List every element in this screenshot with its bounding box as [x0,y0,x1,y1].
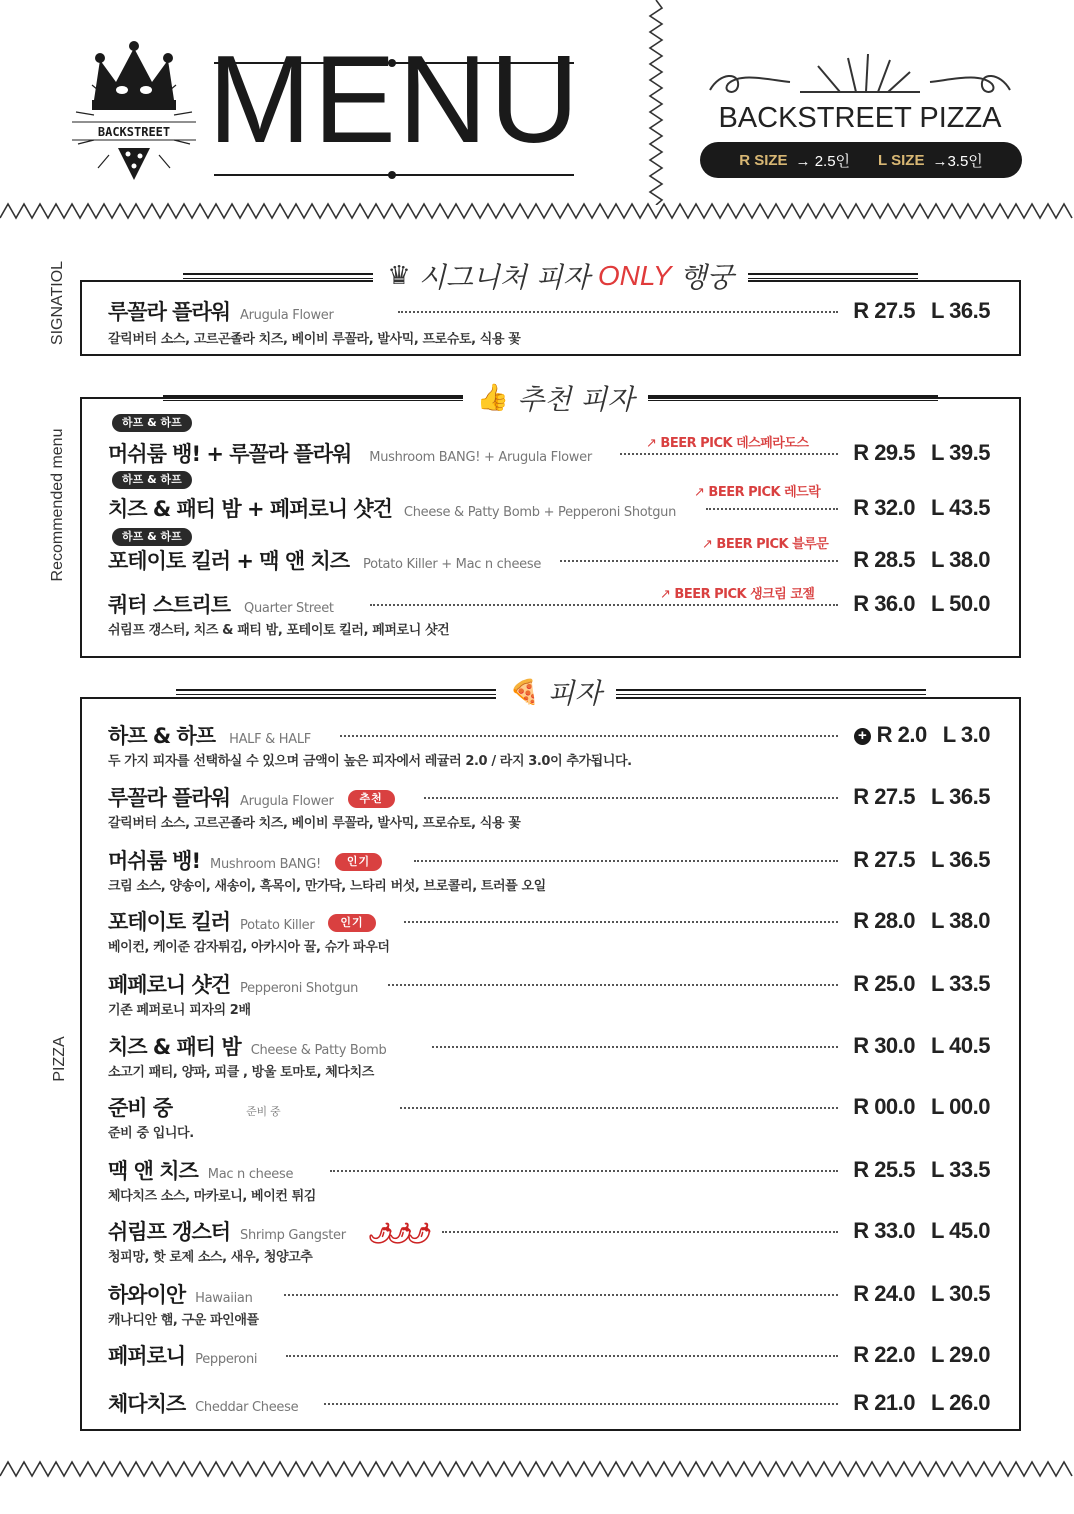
item-name: 쉬림프 갱스터 [108,1220,231,1244]
menu-item-pizza-12 [108,1388,1006,1418]
menu-item-pizza-3 [108,845,1006,894]
item-en: Arugula Flower [240,794,334,809]
recommended-heading-text: 추천 피자 [517,383,635,416]
brand-ornament [700,52,1020,102]
item-en: Hawaiian [195,1291,253,1306]
item-en: HALF & HALF [229,732,311,747]
signature-heading-tail: 행궁 [679,261,734,294]
item-name: 루꼴라 플라워 [108,786,231,810]
item-en: Potato Killer [240,918,315,933]
zigzag-divider-bottom [0,1458,1074,1480]
item-en: Cheddar Cheese [195,1400,299,1415]
beer-pick: ↗ BEER PICK 블루문 [702,537,829,552]
item-name: 치즈 & 패티 밤 + 페퍼로니 샷건 [108,497,392,521]
item-desc: 쉬림프 갱스터, 치즈 & 패티 밤, 포테이토 킬러, 페퍼로니 샷건 [108,623,450,638]
item-en: 준비 중 [246,1105,281,1118]
item-price: R 28.5 L 38.0 [853,547,990,572]
plus-icon: + [854,728,871,745]
menu-title: MENU [208,31,582,169]
menu-item-rec-1 [108,438,1006,468]
popular-badge: 인기 [335,853,382,871]
recommend-badge: 추천 [348,790,395,808]
popular-badge: 인기 [328,914,375,932]
item-name: 포테이토 킬러 + 맥 앤 치즈 [108,549,350,573]
pizza-slice-icon: 🍕 [509,678,540,706]
signature-heading-only: ONLY [597,260,672,291]
item-price: R 28.0 L 38.0 [853,908,990,933]
item-desc: 소고기 패티, 양파, 피클 , 방울 토마토, 체다치즈 [108,1065,374,1080]
beer-pick: ↗ BEER PICK 생크림 코젤 [660,587,815,602]
size-info-pill [700,142,1022,178]
signature-heading-text: 시그니처 피자 [418,261,590,294]
signature-side-label: SIGNATIOL [49,260,66,346]
item-en: Mac n cheese [207,1167,294,1182]
item-price: R 25.5 L 33.5 [853,1157,990,1182]
item-name: 머쉬룸 뱅! + 루꼴라 플라워 [108,442,352,466]
signature-heading [80,256,1021,296]
item-price: R 25.0 L 33.5 [853,971,990,996]
item-price: R 27.5 L 36.5 [853,847,990,872]
item-price: + R 2.0 L 3.0 [854,722,990,748]
logo-text: BACKSTREET [97,125,171,139]
title-dot-bottom [388,171,396,179]
beer-pick: ↗ BEER PICK 레드락 [694,485,821,500]
item-name: 체다치즈 [108,1392,186,1416]
item-desc: 캐나디안 햄, 구운 파인애플 [108,1313,259,1328]
item-en: Cheese & Patty Bomb [250,1043,387,1058]
item-en: Arugula Flower [240,308,334,323]
item-en: Pepperoni [195,1352,258,1367]
half-half-pill: 하프 & 하프 [112,528,192,546]
item-price: R 00.0 L 00.0 [853,1094,990,1119]
item-en: Mushroom BANG! + Arugula Flower [369,450,592,465]
item-desc: 크림 소스, 양송이, 새송이, 흑목이, 만가닥, 느타리 버섯, 브로콜리, 트러플 오일 [108,879,546,894]
item-name: 하프 & 하프 [108,724,216,748]
item-desc: 준비 중 입니다. [108,1126,194,1141]
item-name: 포테이토 킬러 [108,910,231,934]
item-en: Potato Killer + Mac n cheese [363,557,542,572]
item-name: 치즈 & 패티 밤 [108,1035,241,1059]
beer-arrow-icon: ↗ [702,537,713,552]
l-size-value: →3.5인 [932,152,983,170]
item-en: Quarter Street [244,601,334,616]
beer-pick: ↗ BEER PICK 데스페라도스 [646,436,809,451]
menu-item-pizza-4 [108,906,1006,955]
crown-icon: ♛ [387,261,411,291]
chili-pepper-icon: 🌶🌶🌶 [367,1221,426,1245]
beer-arrow-icon: ↗ [660,587,671,602]
menu-item-pizza-1 [108,720,1006,769]
r-size-value: → 2.5인 [795,152,851,170]
item-en: Shrimp Gangster [240,1228,346,1243]
item-price: R 32.0 L 43.5 [853,495,990,520]
recommended-heading [80,378,1021,418]
vertical-zigzag-divider [644,0,668,205]
item-desc: 체다치즈 소스, 마카로니, 베이컨 튀김 [108,1189,316,1204]
item-price: R 22.0 L 29.0 [853,1342,990,1367]
brand-name: BACKSTREET PIZZA [718,102,1002,134]
half-half-pill: 하프 & 하프 [112,471,192,489]
item-price: R 33.0 L 45.0 [853,1218,990,1243]
zigzag-divider-top [0,200,1074,222]
item-price: R 29.5 L 39.5 [853,440,990,465]
item-name: 맥 앤 치즈 [108,1159,198,1183]
item-price: R 21.0 L 26.0 [853,1390,990,1415]
menu-item-rec-2 [108,493,1006,523]
menu-item-pizza-5 [108,969,1006,1018]
item-price: R 27.5 L 36.5 [853,784,990,809]
item-en: Cheese & Patty Bomb + Pepperoni Shotgun [403,505,677,520]
l-size-label: L SIZE [878,151,925,169]
item-name: 페페로니 샷건 [108,973,231,997]
item-desc: 기존 페퍼로니 피자의 2배 [108,1003,251,1018]
menu-item-pizza-10 [108,1279,1006,1328]
pizza-heading [80,672,1021,712]
half-half-pill: 하프 & 하프 [112,414,192,432]
item-desc: 청피망, 핫 로제 소스, 새우, 청양고추 [108,1250,313,1265]
menu-item-pizza-7 [108,1092,1006,1141]
item-price: R 36.0 L 50.0 [853,591,990,616]
menu-item-rec-3 [108,545,1006,575]
menu-item-pizza-9 [108,1216,1006,1265]
menu-item-pizza-8 [108,1155,1006,1204]
r-size-label: R SIZE [739,151,788,169]
item-name: 준비 중 [108,1096,173,1120]
item-desc: 갈릭버터 소스, 고르곤졸라 치즈, 베이비 루꼴라, 발사믹, 프로슈토, 식용 꽃 [108,332,521,347]
menu-item-pizza-6 [108,1031,1006,1080]
menu-item-pizza-11 [108,1340,1006,1370]
pizza-heading-text: 피자 [547,677,602,710]
recommended-side-label: Recommended menu [49,428,66,582]
item-name: 루꼴라 플라워 [108,300,231,324]
beer-arrow-icon: ↗ [694,485,705,500]
item-name: 페퍼로니 [108,1344,186,1368]
item-desc: 베이컨, 케이준 감자튀김, 아카시아 꿀, 슈가 파우더 [108,940,390,955]
item-name: 머쉬룸 뱅! [108,849,201,873]
backstreet-logo [64,40,204,190]
item-price: R 30.0 L 40.5 [853,1033,990,1058]
item-desc: 갈릭버터 소스, 고르곤졸라 치즈, 베이비 루꼴라, 발사믹, 프로슈토, 식용 꽃 [108,816,521,831]
menu-item-pizza-2 [108,782,1006,831]
item-name: 쿼터 스트리트 [108,593,231,617]
beer-arrow-icon: ↗ [646,436,657,451]
thumbs-up-icon: 👍 [476,383,510,413]
item-en: Pepperoni Shotgun [240,981,359,996]
menu-item-rec-4 [108,589,1006,638]
item-price: R 27.5 L 36.5 [853,298,990,323]
item-name: 하와이안 [108,1283,186,1307]
menu-item-signature [108,296,1006,347]
pizza-side-label: PIZZA [51,1036,68,1082]
item-en: Mushroom BANG! [210,857,321,872]
item-price: R 24.0 L 30.5 [853,1281,990,1306]
item-desc: 두 가지 피자를 선택하실 수 있으며 금액이 높은 피자에서 레귤러 2.0 / 라지 3.0이 추가됩니다. [108,754,632,769]
